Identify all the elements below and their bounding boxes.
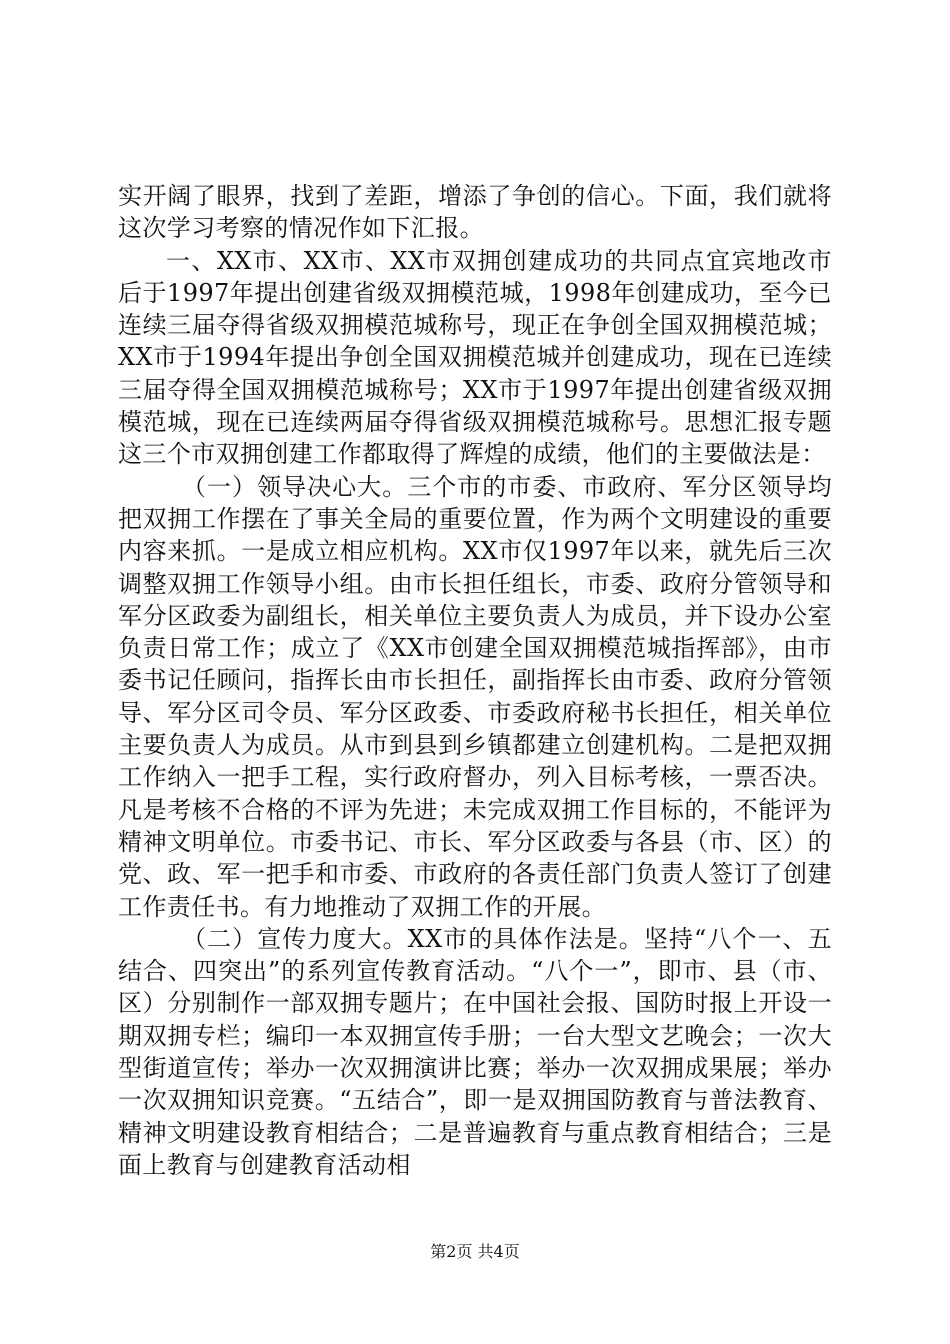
paragraph-leadership: （一）领导决心大。三个市的市委、市政府、军分区领导均把双拥工作摆在了事关全局的重要位置，作为两个文明建设的重要内容来抓。一是成立相应机构。XX市仅1997年以来，就先后三次调整双拥工作领导小组。由市长担任组长，市委、政府分管领导和军分区政委为副组长，相关单位主要负责人为成员，并下设办公室负责日常工作；成立了《XX市创建全国双拥模范城指挥部》，由市委书记任顾问，指挥长由市长担任，副指挥长由市委、政府分管领导、军分区司令员、军分区政委、市委政府秘书长担任，相关单位主要负责人为成员。从市到县到乡镇都建立创建机构。二是把双拥工作纳入一把手工程，实行政府督办，列入目标考核，一票否决。凡是考核不合格的不评为先进；未完成双拥工作目标的，不能评为精神文明单位。市委书记、市长、军分区政委与各县（市、区）的党、政、军一把手和市委、市政府的各责任部门负责人签订了创建工作责任书。有力地推动了双拥工作的开展。 (118, 472, 832, 921)
paragraph-publicity: （二）宣传力度大。XX市的具体作法是。坚持“八个一、五结合、四突出”的系列宣传教育活动。“八个一”，即市、县（市、区）分别制作一部双拥专题片；在中国社会报、国防时报上开设一期双拥专栏；编印一本双拥宣传手册；一台大型文艺晚会；一次大型街道宣传；举办一次双拥演讲比赛；举办一次双拥成果展；举办一次双拥知识竞赛。“五结合”，即一是双拥国防教育与普法教育、精神文明建设教育相结合；二是普遍教育与重点教育相结合；三是面上教育与创建教育活动相 (118, 924, 832, 1179)
document-body (118, 180, 832, 1181)
page-number: 第2页 共4页 (430, 1242, 520, 1261)
paragraph-continuation: 实开阔了眼界，找到了差距，增添了争创的信心。下面，我们就将这次学习考察的情况作如下汇报。 (118, 182, 832, 243)
paragraph-section-one: 一、XX市、XX市、XX市双拥创建成功的共同点宜宾地改市后于1997年提出创建省级双拥模范城，1998年创建成功，至今已连续三届夺得省级双拥模范城称号，现正在争创全国双拥模范城；XX市于1994年提出争创全国双拥模范城并创建成功，现在已连续三届夺得全国双拥模范城称号；XX市于1997年提出创建省级双拥模范城，现在已连续两届夺得省级双拥模范城称号。思想汇报专题这三个市双拥创建工作都取得了辉煌的成绩，他们的主要做法是： (118, 246, 832, 469)
